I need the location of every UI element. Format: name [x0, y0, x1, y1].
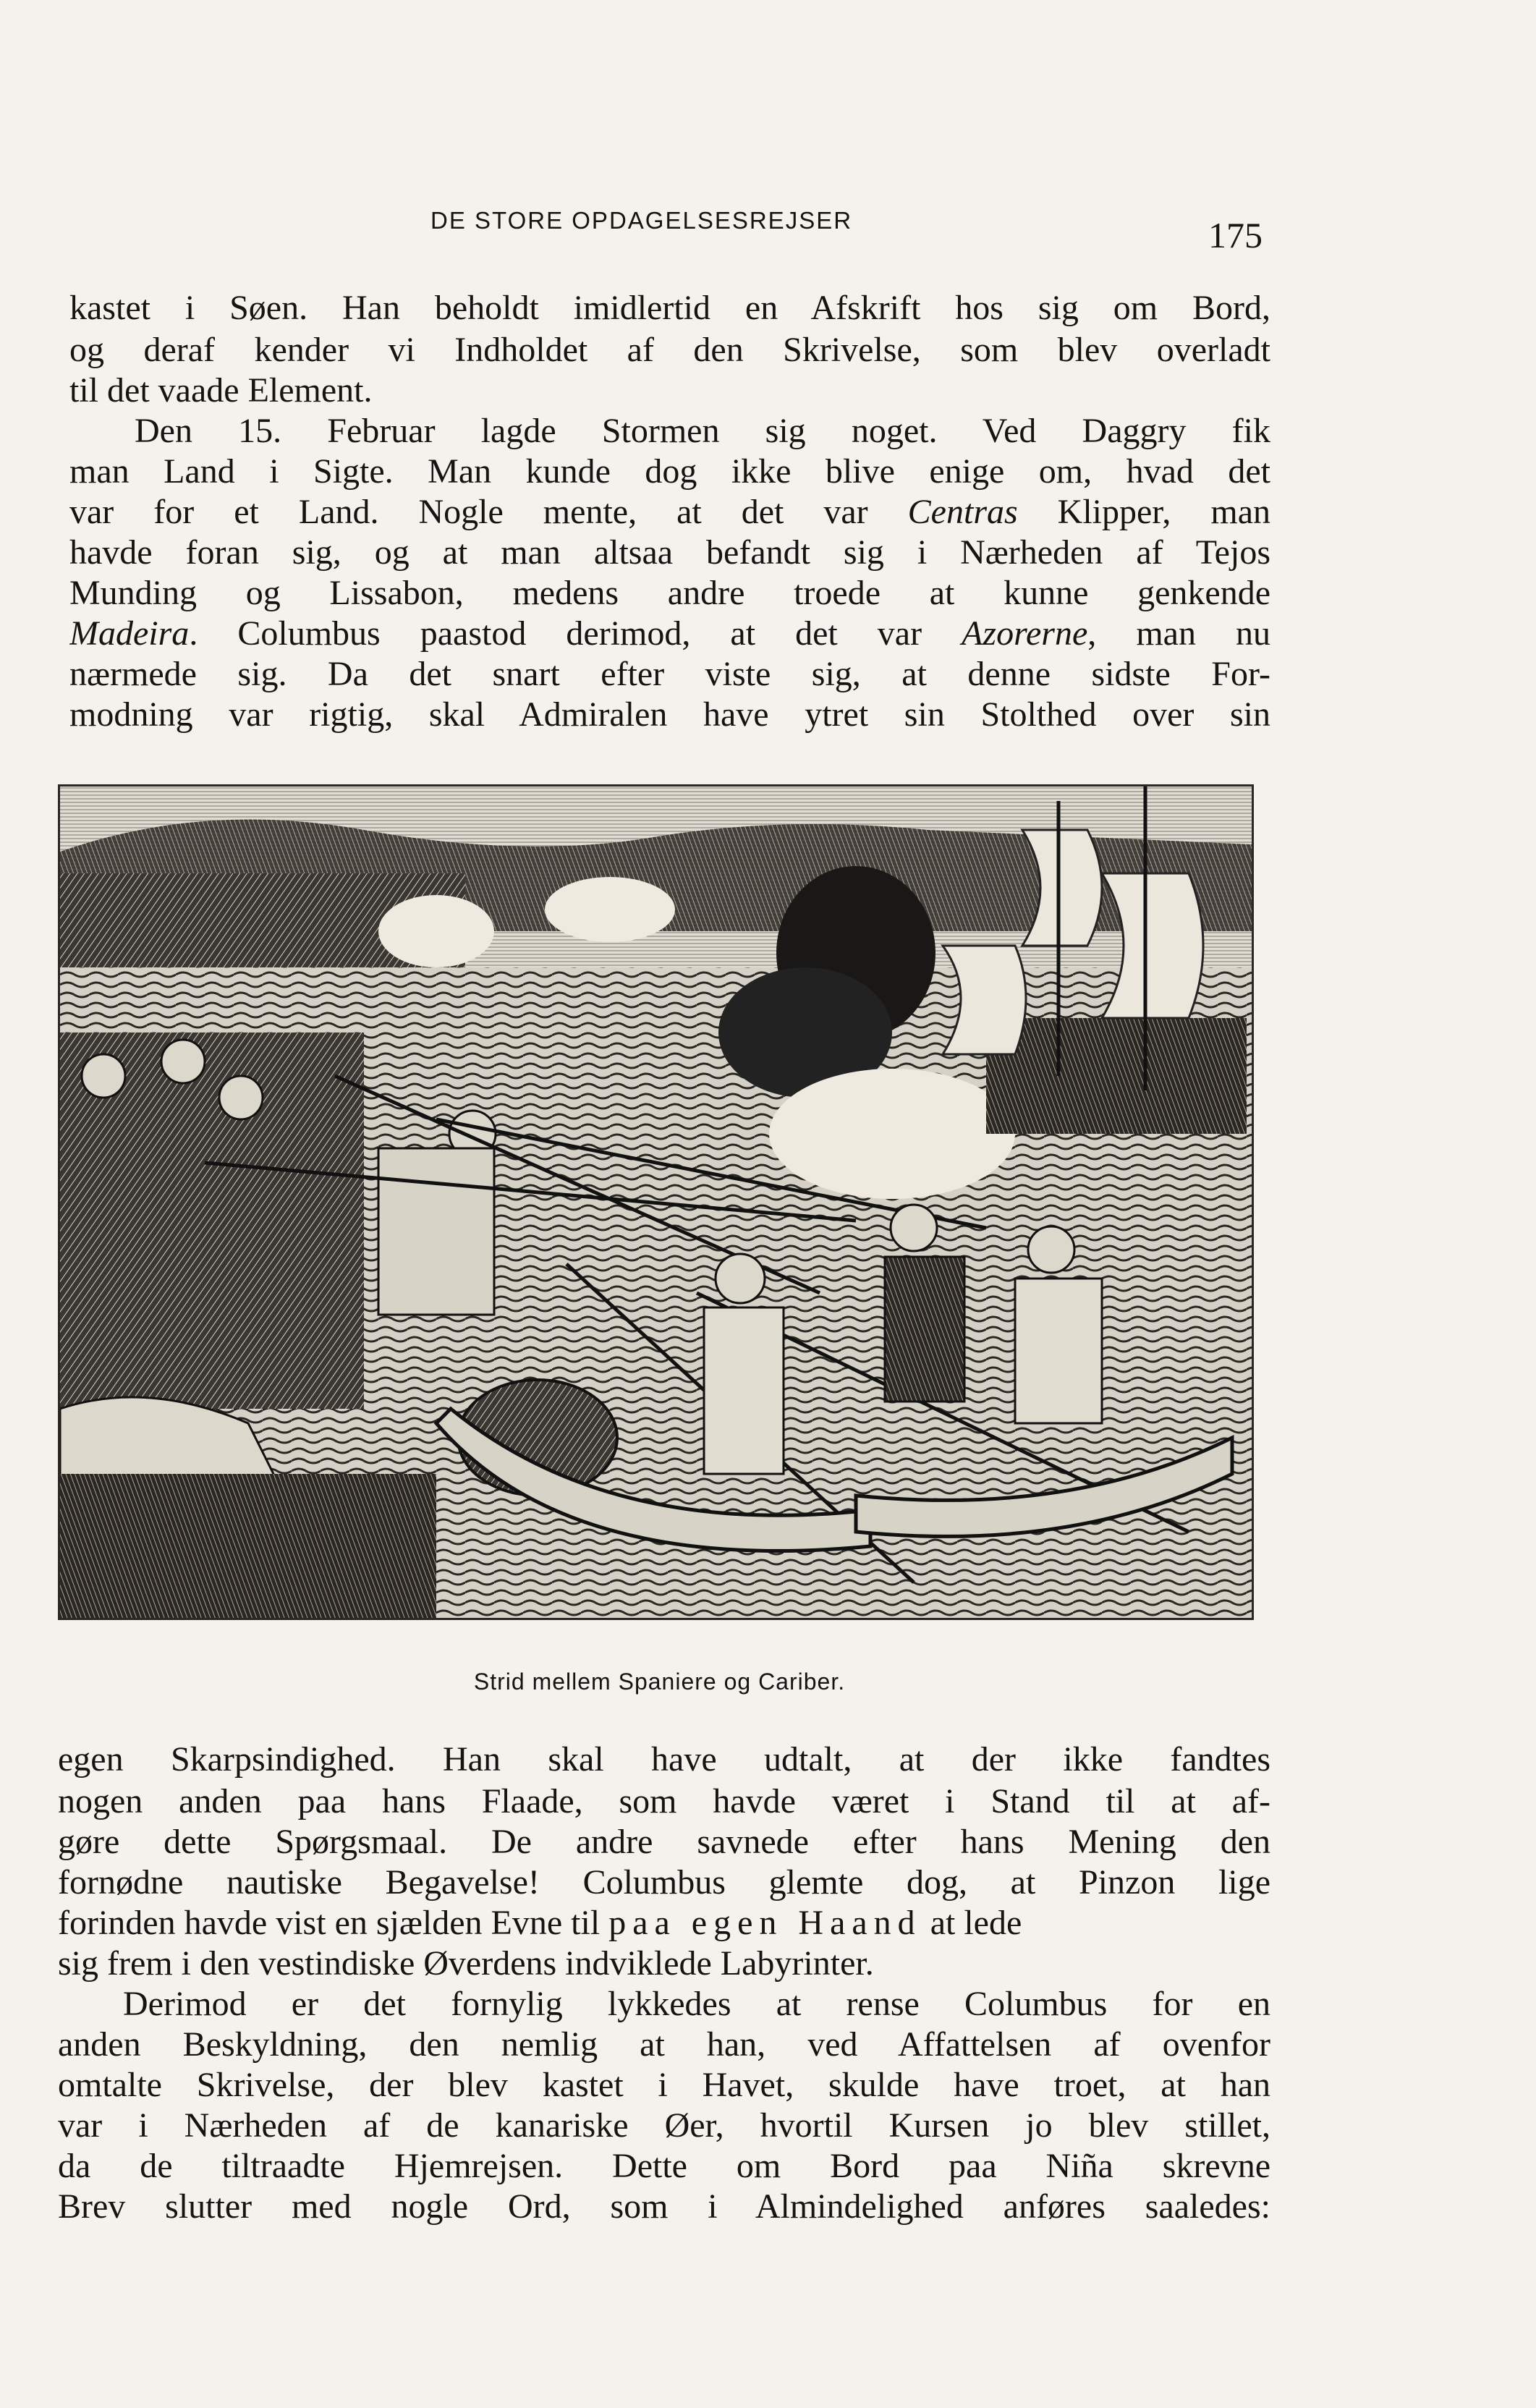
text-line: da de tiltraadte Hjemrejsen. Dette om Bord paa Niña skrevne: [58, 2147, 1270, 2185]
engraving-illustration: [58, 784, 1254, 1620]
text-line: til det vaade Element.: [69, 371, 373, 410]
caption-text: Strid mellem Spaniere og Cariber.: [473, 1669, 846, 1695]
text-line: fornødne nautiske Begavelse! Columbus glemte dog, at Pinzon lige: [58, 1863, 1270, 1902]
text-span: var for et Land. Nogle mente, at det var: [69, 493, 908, 531]
text-line: nærmede sig. Da det snart efter viste sig, at denne sidste For-: [69, 655, 1270, 693]
text-span: at lede: [930, 1904, 1022, 1942]
text-line: man Land i Sigte. Man kunde dog ikke blive enige om, hvad det: [69, 452, 1270, 491]
text-line: [58, 1903, 1270, 1943]
italic-place-name: Madeira: [69, 614, 190, 653]
text-span: . Columbus paastod derimod, at det var: [189, 614, 962, 653]
text-line: modning var rigtig, skal Admiralen have ytret sin Stolthed over sin: [69, 695, 1270, 734]
running-head: DE STORE OPDAGELSESREJSER: [430, 207, 853, 234]
text-line: sig frem i den vestindiske Øverdens indviklede Labyrinter.: [58, 1944, 874, 1983]
text-span: Klipper, man: [1017, 493, 1270, 531]
text-line: kastet i Søen. Han beholdt imidlertid en Afskrift hos sig om Bord,: [69, 289, 1270, 327]
italic-place-name: Azorerne: [962, 614, 1088, 653]
text-line: og deraf kender vi Indholdet af den Skrivelse, som blev overladt: [69, 331, 1270, 369]
text-span: forinden havde vist en sjælden Evne til: [58, 1904, 601, 1942]
figure-caption: [0, 1669, 1536, 1695]
battle-scene-image: [60, 787, 1252, 1618]
text-line: Brev slutter med nogle Ord, som i Almindelighed anføres saaledes:: [58, 2187, 1270, 2226]
italic-place-name: Centras: [907, 493, 1018, 531]
text-line: var i Nærheden af de kanariske Øer, hvortil Kursen jo blev stillet,: [58, 2106, 1270, 2145]
page-number: 175: [1208, 215, 1263, 255]
text-line: Den 15. Februar lagde Stormen sig noget. Ved Daggry fik: [135, 412, 1270, 450]
text-span: , man nu: [1087, 614, 1270, 653]
text-line: havde foran sig, og at man altsaa befandt sig i Nærheden af Tejos: [69, 533, 1270, 572]
text-line: anden Beskyldning, den nemlig at han, ved Affattelsen af ovenfor: [58, 2025, 1270, 2064]
text-line: Munding og Lissabon, medens andre troede at kunne genkende: [69, 574, 1270, 612]
text-line: [69, 614, 1270, 654]
spaced-emphasis: paa egen Haand: [608, 1904, 922, 1942]
text-line: Derimod er det fornylig lykkedes at rense Columbus for en: [123, 1985, 1270, 2023]
text-line: [69, 492, 1270, 533]
text-line: egen Skarpsindighed. Han skal have udtalt, at der ikke fandtes: [58, 1740, 1270, 1779]
text-line: nogen anden paa hans Flaade, som havde været i Stand til at af-: [58, 1782, 1270, 1820]
text-line: omtalte Skrivelse, der blev kastet i Havet, skulde have troet, at han: [58, 2066, 1270, 2104]
text-line: gøre dette Spørgsmaal. De andre savnede efter hans Mening den: [58, 1823, 1270, 1861]
